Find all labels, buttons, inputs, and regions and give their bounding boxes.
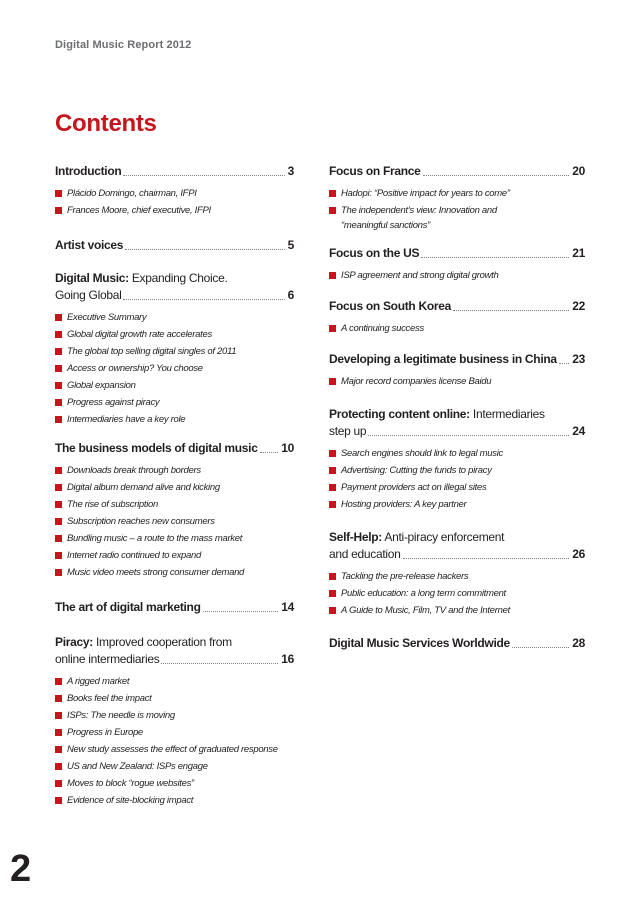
toc-subitem-text: New study assesses the effect of graduated response: [67, 744, 278, 755]
dot-leader: [125, 249, 284, 250]
red-square-bullet-icon: [55, 382, 62, 389]
toc-subitem-text: Search engines should link to legal music: [341, 448, 503, 459]
toc-subitem[interactable]: [55, 513, 294, 530]
red-square-bullet-icon: [55, 484, 62, 491]
toc-subitem-text: Progress in Europe: [67, 727, 143, 738]
toc-entry[interactable]: [55, 599, 294, 616]
toc-subitem[interactable]: [329, 602, 585, 619]
red-square-bullet-icon: [329, 573, 336, 580]
toc-subitem[interactable]: [55, 547, 294, 564]
red-square-bullet-icon: [329, 207, 336, 214]
toc-subitem-text: Plácido Domingo, chairman, IFPI: [67, 188, 197, 199]
toc-entry-title: [55, 599, 201, 616]
red-square-bullet-icon: [329, 590, 336, 597]
toc-entry-title-bold: Protecting content online:: [329, 407, 470, 421]
toc-entry-title: [329, 298, 451, 315]
dot-leader: [423, 175, 570, 176]
toc-subitem-text: Public education: a long term commitment: [341, 588, 506, 599]
toc-subitem-text: ISP agreement and strong digital growth: [341, 270, 499, 281]
toc-entry-title-normal: online intermediaries: [55, 652, 160, 666]
toc-entry-title: [329, 163, 421, 180]
toc-subitem[interactable]: [55, 309, 294, 326]
red-square-bullet-icon: [55, 518, 62, 525]
toc-entry-line: [55, 599, 294, 616]
toc-subitem-text: US and New Zealand: ISPs engage: [67, 761, 208, 772]
toc-entry-line: [55, 270, 294, 287]
toc-subitems: [55, 673, 294, 809]
red-square-bullet-icon: [55, 348, 62, 355]
toc-subitem-text: The rise of subscription: [67, 499, 159, 510]
dot-leader: [203, 611, 279, 612]
toc-entry-title-bold: Focus on the US: [329, 246, 420, 260]
toc-entry-line: [329, 351, 585, 368]
toc-subitems: [55, 462, 294, 581]
toc-entry[interactable]: [329, 298, 585, 337]
toc-page-number: 3: [287, 164, 294, 178]
page-number: 2: [10, 848, 32, 890]
toc-subitem-text-continued: “meaningful sanctions”: [341, 220, 430, 231]
toc-subitem[interactable]: [55, 360, 294, 377]
toc-entry-title: [329, 546, 401, 563]
toc-subitem[interactable]: [55, 564, 294, 581]
toc-page-number: 5: [287, 238, 294, 252]
toc-subitems: [329, 373, 585, 390]
toc-entry[interactable]: [55, 163, 294, 219]
toc-subitem[interactable]: [329, 202, 585, 233]
red-square-bullet-icon: [55, 695, 62, 702]
toc-subitem-text: Books feel the impact: [67, 693, 152, 704]
red-square-bullet-icon: [55, 467, 62, 474]
running-header: Digital Music Report 2012: [55, 39, 192, 51]
toc-right-column: [329, 163, 585, 652]
toc-page-number: 10: [281, 441, 294, 455]
dot-leader: [512, 647, 569, 648]
toc-subitem[interactable]: [55, 496, 294, 513]
toc-subitem-text: Intermediaries have a key role: [67, 414, 186, 425]
toc-entry-title: [55, 634, 232, 651]
toc-entry[interactable]: [329, 529, 585, 619]
toc-entry-line: [329, 546, 585, 563]
toc-entry-title: [55, 270, 227, 287]
toc-entry-title-bold: Piracy:: [55, 635, 93, 649]
toc-subitem-text: Bundling music – a route to the mass market: [67, 533, 243, 544]
toc-subitem[interactable]: [329, 373, 585, 390]
toc-page-number: 23: [572, 352, 585, 366]
toc-subitem-text: Tackling the pre-release hackers: [341, 571, 469, 582]
toc-entry-title: [329, 529, 504, 546]
red-square-bullet-icon: [329, 607, 336, 614]
toc-subitem[interactable]: [55, 411, 294, 428]
toc-page-number: 26: [572, 547, 585, 561]
red-square-bullet-icon: [55, 535, 62, 542]
dot-leader: [403, 558, 570, 559]
dot-leader: [453, 310, 569, 311]
red-square-bullet-icon: [55, 797, 62, 804]
red-square-bullet-icon: [329, 501, 336, 508]
dot-leader: [161, 663, 278, 664]
red-square-bullet-icon: [55, 552, 62, 559]
red-square-bullet-icon: [55, 780, 62, 787]
toc-entry-line: [55, 287, 294, 304]
toc-entry-title-bold: Self-Help:: [329, 530, 383, 544]
toc-subitem[interactable]: [55, 775, 294, 792]
toc-page-number: 21: [572, 246, 585, 260]
red-square-bullet-icon: [329, 450, 336, 457]
toc-subitem[interactable]: [55, 530, 294, 547]
toc-subitem-text: Digital album demand alive and kicking: [67, 482, 220, 493]
toc-entry[interactable]: [55, 634, 294, 809]
toc-subitem[interactable]: [55, 690, 294, 707]
toc-entry-title-normal: Going Global: [55, 288, 122, 302]
dot-leader: [368, 435, 569, 436]
toc-subitem-text: Progress against piracy: [67, 397, 160, 408]
toc-page-number: 22: [572, 299, 585, 313]
toc-entry[interactable]: [329, 351, 585, 390]
toc-entry-title: [55, 287, 121, 304]
toc-subitem-text: Music video meets strong consumer demand: [67, 567, 245, 578]
toc-subitem[interactable]: [55, 326, 294, 343]
toc-subitem-text: Global digital growth rate accelerates: [67, 329, 212, 340]
toc-subitems: [55, 309, 294, 428]
toc-page-number: 24: [572, 424, 585, 438]
red-square-bullet-icon: [329, 190, 336, 197]
red-square-bullet-icon: [55, 729, 62, 736]
toc-subitem[interactable]: [55, 185, 294, 202]
toc-subitems: [329, 445, 585, 513]
toc-entry-line: [55, 440, 294, 457]
contents-heading: Contents: [55, 110, 157, 137]
toc-page-number: 16: [281, 652, 294, 666]
red-square-bullet-icon: [55, 763, 62, 770]
toc-entry-title-normal: Intermediaries: [469, 407, 545, 421]
toc-subitems: [329, 568, 585, 619]
toc-entry-line: [329, 406, 585, 423]
toc-entry-title: [329, 351, 557, 368]
toc-subitems: [329, 320, 585, 337]
toc-subitem-text: ISPs: The needle is moving: [67, 710, 175, 721]
dot-leader: [559, 363, 569, 364]
toc-subitem-text: Hosting providers: A key partner: [341, 499, 467, 510]
toc-entry-title-normal: step up: [329, 424, 367, 438]
red-square-bullet-icon: [55, 365, 62, 372]
toc-entry-title-bold: Digital Music Services Worldwide: [329, 636, 510, 650]
toc-subitem-text: Evidence of site-blocking impact: [67, 795, 194, 806]
toc-entry-title: [55, 237, 123, 254]
toc-entry[interactable]: [329, 406, 585, 513]
toc-entry-title-bold: Focus on South Korea: [329, 299, 452, 313]
toc-subitem[interactable]: [329, 585, 585, 602]
toc-subitem[interactable]: [55, 724, 294, 741]
dot-leader: [260, 452, 279, 453]
toc-page-number: 14: [281, 600, 294, 614]
toc-entry-line: [329, 245, 585, 262]
toc-subitem[interactable]: [55, 202, 294, 219]
toc-subitem-text: Advertising: Cutting the funds to piracy: [341, 465, 492, 476]
toc-subitem[interactable]: [55, 479, 294, 496]
toc-subitem[interactable]: [329, 568, 585, 585]
red-square-bullet-icon: [55, 746, 62, 753]
toc-subitems: [329, 267, 585, 284]
red-square-bullet-icon: [55, 712, 62, 719]
toc-subitem-text: Frances Moore, chief executive, IFPI: [67, 205, 211, 216]
toc-entry-line: [329, 298, 585, 315]
toc-entry[interactable]: [55, 440, 294, 581]
toc-subitem[interactable]: [329, 185, 585, 202]
toc-subitem[interactable]: [329, 320, 585, 337]
toc-subitem[interactable]: [329, 267, 585, 284]
red-square-bullet-icon: [329, 467, 336, 474]
red-square-bullet-icon: [55, 569, 62, 576]
toc-left-column: [55, 163, 294, 809]
toc-page-number: 6: [287, 288, 294, 302]
toc-subitem-text: Payment providers act on illegal sites: [341, 482, 487, 493]
red-square-bullet-icon: [329, 484, 336, 491]
toc-entry-title: [55, 163, 121, 180]
toc-entry-line: [55, 237, 294, 254]
toc-subitem-text: Access or ownership? You choose: [67, 363, 203, 374]
red-square-bullet-icon: [329, 272, 336, 279]
dot-leader: [421, 257, 569, 258]
red-square-bullet-icon: [55, 190, 62, 197]
red-square-bullet-icon: [55, 207, 62, 214]
toc-subitem[interactable]: [55, 377, 294, 394]
toc-subitem-text: Moves to block “rogue websites”: [67, 778, 194, 789]
toc-subitem-text: A rigged market: [67, 676, 130, 687]
toc-subitem[interactable]: [55, 741, 294, 758]
toc-entry-title-normal: Expanding Choice.: [128, 271, 228, 285]
toc-entry-title: [329, 423, 366, 440]
red-square-bullet-icon: [55, 416, 62, 423]
toc-subitems: [55, 185, 294, 219]
toc-subitem-text: A Guide to Music, Film, TV and the Internet: [341, 605, 510, 616]
toc-subitem[interactable]: [329, 445, 585, 462]
toc-subitem-text: The global top selling digital singles of 2011: [67, 346, 237, 357]
toc-entry-title-bold: Focus on France: [329, 164, 421, 178]
toc-entry-title: [329, 635, 510, 652]
red-square-bullet-icon: [55, 678, 62, 685]
toc-entry-title-normal: and education: [329, 547, 401, 561]
toc-entry[interactable]: [329, 635, 585, 652]
toc-subitem[interactable]: [55, 394, 294, 411]
toc-subitem[interactable]: [329, 462, 585, 479]
toc-subitem-text: A continuing success: [341, 323, 424, 334]
toc-subitem-text: Downloads break through borders: [67, 465, 201, 476]
toc-subitem-text: Global expansion: [67, 380, 136, 391]
toc-entry-line: [55, 651, 294, 668]
toc-entry-title: [329, 245, 419, 262]
toc-entry-line: [329, 423, 585, 440]
toc-page-number: 20: [572, 164, 585, 178]
red-square-bullet-icon: [55, 501, 62, 508]
toc-entry-title-bold: The business models of digital music: [55, 441, 258, 455]
toc-entry-title: [329, 406, 545, 423]
toc-subitem[interactable]: [55, 792, 294, 809]
red-square-bullet-icon: [55, 331, 62, 338]
red-square-bullet-icon: [329, 325, 336, 332]
dot-leader: [123, 175, 284, 176]
toc-entry-title-bold: Artist voices: [55, 238, 124, 252]
toc-subitem-text: The independent’s view: Innovation and: [341, 205, 497, 216]
toc-subitem[interactable]: [55, 343, 294, 360]
toc-entry-line: [55, 634, 294, 651]
toc-entry[interactable]: [329, 163, 585, 233]
toc-subitems: [329, 185, 585, 233]
toc-entry[interactable]: [55, 270, 294, 428]
toc-entry-line: [329, 529, 585, 546]
toc-entry-title-bold: Developing a legitimate business in China: [329, 352, 557, 366]
toc-entry[interactable]: [329, 245, 585, 284]
toc-entry-line: [329, 635, 585, 652]
red-square-bullet-icon: [55, 399, 62, 406]
toc-subitem[interactable]: [55, 673, 294, 690]
toc-subitem[interactable]: [55, 462, 294, 479]
toc-entry-title-normal: Improved cooperation from: [92, 635, 232, 649]
toc-entry-title-bold: Digital Music:: [55, 271, 129, 285]
toc-entry-title-bold: Introduction: [55, 164, 122, 178]
toc-page-number: 28: [572, 636, 585, 650]
toc-subitem[interactable]: [329, 479, 585, 496]
toc-entry-line: [329, 163, 585, 180]
toc-subitem-text: Internet radio continued to expand: [67, 550, 201, 561]
red-square-bullet-icon: [55, 314, 62, 321]
toc-subitem[interactable]: [329, 496, 585, 513]
toc-subitem-text: Executive Summary: [67, 312, 147, 323]
toc-entry[interactable]: [55, 237, 294, 254]
dot-leader: [123, 299, 284, 300]
toc-subitem[interactable]: [55, 758, 294, 775]
red-square-bullet-icon: [329, 378, 336, 385]
toc-subitem-text: Hadopi: “Positive impact for years to come”: [341, 188, 510, 199]
toc-subitem-text: Subscription reaches new consumers: [67, 516, 215, 527]
toc-subitem-text: Major record companies license Baidu: [341, 376, 492, 387]
toc-entry-title: [55, 651, 159, 668]
toc-entry-title-normal: Anti-piracy enforcement: [382, 530, 505, 544]
toc-entry-title-bold: The art of digital marketing: [55, 600, 201, 614]
toc-entry-line: [55, 163, 294, 180]
toc-subitem[interactable]: [55, 707, 294, 724]
toc-entry-title: [55, 440, 258, 457]
